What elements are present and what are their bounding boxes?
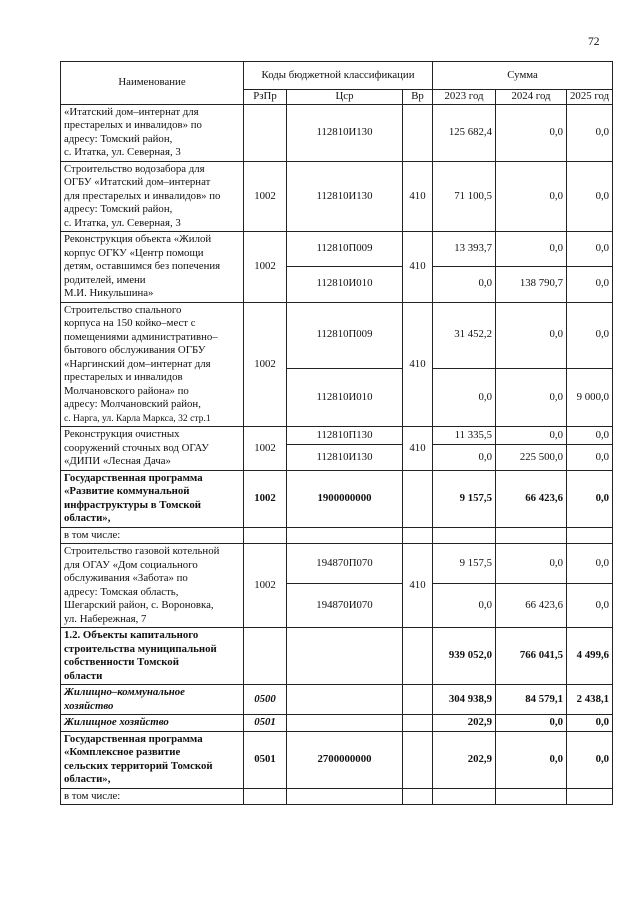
table-row (61, 232, 613, 267)
row-2025: 2 438,1 (567, 685, 613, 715)
row-2023: 71 100,5 (433, 161, 496, 232)
col-header-2023: 2023 год (433, 90, 496, 105)
row-2025: 0,0 (567, 161, 613, 232)
row-name: в том числе: (61, 788, 244, 805)
col-header-codes: Коды бюджетной классификации (244, 62, 433, 90)
row-rzpr: 0501 (244, 715, 287, 732)
row-2025: 0,0 (567, 584, 613, 628)
row-vr (403, 685, 433, 715)
table-row (61, 427, 613, 445)
row-2024: 225 500,0 (496, 445, 567, 470)
row-name: Жилищно–коммунальное хозяйство (61, 685, 244, 715)
row-name: 1.2. Объекты капитального строительства муниципальной собственности Томской области (61, 628, 244, 685)
row-csr: 112810И010 (287, 368, 403, 426)
row-rzpr: 1002 (244, 427, 287, 471)
row-name: в том числе: (61, 527, 244, 544)
row-2024: 0,0 (496, 104, 567, 161)
row-2024: 0,0 (496, 232, 567, 267)
row-csr: 2700000000 (287, 731, 403, 788)
row-vr (403, 104, 433, 161)
row-vr: 410 (403, 427, 433, 471)
row-rzpr: 0501 (244, 731, 287, 788)
row-2023: 11 335,5 (433, 427, 496, 445)
row-2023: 31 452,2 (433, 302, 496, 368)
row-2025: 0,0 (567, 302, 613, 368)
row-2025: 0,0 (567, 266, 613, 302)
row-2024: 0,0 (496, 368, 567, 426)
row-2023: 0,0 (433, 445, 496, 470)
row-2023: 9 157,5 (433, 470, 496, 527)
row-csr: 1900000000 (287, 470, 403, 527)
row-vr (403, 715, 433, 732)
table-row (61, 470, 613, 527)
row-2023: 0,0 (433, 266, 496, 302)
table-row (61, 544, 613, 584)
row-csr: 112810И130 (287, 445, 403, 470)
row-vr: 410 (403, 232, 433, 303)
col-header-csr: Цср (287, 90, 403, 105)
row-vr (403, 731, 433, 788)
row-csr: 112810И130 (287, 161, 403, 232)
row-2025: 0,0 (567, 544, 613, 584)
row-vr (403, 628, 433, 685)
row-name: Строительство газовой котельной для ОГАУ «Дом социального обслуживания «Забота» по адресу: Томская область, Шегарский район, с. Вороновка, ул. Набережная, 7 (61, 544, 244, 628)
col-header-sum: Сумма (433, 62, 613, 90)
row-2025: 0,0 (567, 715, 613, 732)
table-row (61, 527, 613, 544)
col-header-2024: 2024 год (496, 90, 567, 105)
col-header-name: Наименование (61, 62, 244, 105)
row-rzpr (244, 104, 287, 161)
row-csr: 194870И070 (287, 584, 403, 628)
row-rzpr (244, 628, 287, 685)
row-rzpr: 1002 (244, 161, 287, 232)
row-2023: 202,9 (433, 731, 496, 788)
col-header-2025: 2025 год (567, 90, 613, 105)
table-row (61, 628, 613, 685)
row-2024: 0,0 (496, 544, 567, 584)
row-2024: 0,0 (496, 161, 567, 232)
row-csr (287, 715, 403, 732)
row-2023: 304 938,9 (433, 685, 496, 715)
row-name: Государственная программа «Развитие коммунальной инфраструктуры в Томской области», (61, 470, 244, 527)
row-2025: 0,0 (567, 445, 613, 470)
header-row-1 (61, 62, 613, 90)
table-row (61, 685, 613, 715)
table-row (61, 302, 613, 368)
row-vr: 410 (403, 544, 433, 628)
row-2025: 0,0 (567, 232, 613, 267)
row-csr: 112810И130 (287, 104, 403, 161)
row-csr: 112810П130 (287, 427, 403, 445)
row-2025: 9 000,0 (567, 368, 613, 426)
row-2025: 0,0 (567, 470, 613, 527)
row-rzpr: 1002 (244, 302, 287, 427)
row-2024: 0,0 (496, 427, 567, 445)
table-row (61, 731, 613, 788)
table-row (61, 104, 613, 161)
row-2025: 0,0 (567, 427, 613, 445)
row-csr (287, 685, 403, 715)
row-name: Государственная программа «Комплексное развитие сельских территорий Томской области», (61, 731, 244, 788)
table-row (61, 161, 613, 232)
row-2023: 939 052,0 (433, 628, 496, 685)
row-csr: 112810П009 (287, 302, 403, 368)
row-name: Строительство водозабора для ОГБУ «Итатский дом–интернат для престарелых и инвалидов» по адресу: Томский район, с. Итатка, ул. Северная, 3 (61, 161, 244, 232)
row-rzpr: 1002 (244, 470, 287, 527)
row-2024: 0,0 (496, 731, 567, 788)
table-row (61, 788, 613, 805)
row-2023: 125 682,4 (433, 104, 496, 161)
row-name: Реконструкция очистных сооружений сточных вод ОГАУ «ДИПИ «Лесная Дача» (61, 427, 244, 471)
row-2025: 0,0 (567, 731, 613, 788)
row-name: «Итатский дом–интернат для престарелых и инвалидов» по адресу: Томский район, с. Итатка, ул. Северная, 3 (61, 104, 244, 161)
row-2024: 766 041,5 (496, 628, 567, 685)
row-csr: 112810П009 (287, 232, 403, 267)
row-rzpr: 1002 (244, 544, 287, 628)
col-header-rzpr: РзПр (244, 90, 287, 105)
table-row (61, 715, 613, 732)
row-2024: 66 423,6 (496, 470, 567, 527)
row-2025: 0,0 (567, 104, 613, 161)
row-2023: 13 393,7 (433, 232, 496, 267)
col-header-vr: Вр (403, 90, 433, 105)
row-csr: 112810И010 (287, 266, 403, 302)
row-name: Строительство спального корпуса на 150 койко–мест с помещениями административно– бытового обслуживания ОГБУ «Наргинский дом–интернат для престарелых и инвалидов Молчановского района» по адресу: Молчановский район, с. Нарга, ул. Карла Маркса, 32 стр.1 (61, 302, 244, 427)
page-number: 72 (588, 36, 600, 48)
row-2024: 84 579,1 (496, 685, 567, 715)
row-name: Реконструкция объекта «Жилой корпус ОГКУ «Центр помощи детям, оставшимся без попечения родителей, имени М.И. Никульшина» (61, 232, 244, 303)
row-rzpr: 0500 (244, 685, 287, 715)
row-2024: 66 423,6 (496, 584, 567, 628)
budget-table (60, 61, 613, 805)
row-csr: 194870П070 (287, 544, 403, 584)
row-2023: 0,0 (433, 584, 496, 628)
row-2024: 0,0 (496, 715, 567, 732)
row-vr: 410 (403, 161, 433, 232)
row-2023: 0,0 (433, 368, 496, 426)
row-2023: 9 157,5 (433, 544, 496, 584)
row-2024: 138 790,7 (496, 266, 567, 302)
row-2024: 0,0 (496, 302, 567, 368)
row-vr (403, 470, 433, 527)
row-2023: 202,9 (433, 715, 496, 732)
row-name: Жилищное хозяйство (61, 715, 244, 732)
row-2025: 4 499,6 (567, 628, 613, 685)
row-rzpr: 1002 (244, 232, 287, 303)
row-csr (287, 628, 403, 685)
row-vr: 410 (403, 302, 433, 427)
